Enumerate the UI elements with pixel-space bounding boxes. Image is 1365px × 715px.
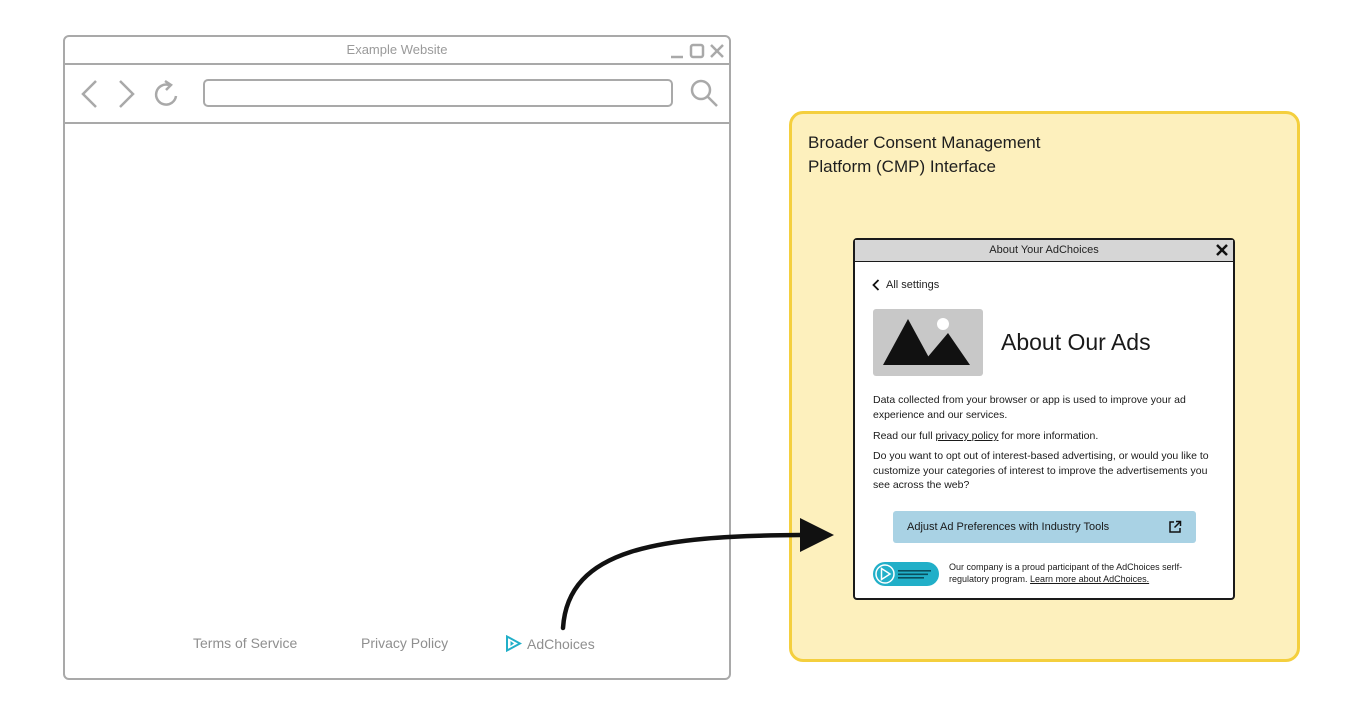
privacy-policy-link[interactable]: privacy policy bbox=[935, 430, 999, 442]
page-title: About Our Ads bbox=[1001, 329, 1151, 355]
data-collection-text: Data collected from your browser or app is used to improve your ad experience and our services. bbox=[873, 394, 1186, 421]
privacy-text-prefix: Read our full bbox=[873, 430, 936, 442]
adchoices-note-text: Our company is a proud participant of the AdChoices serlf-regulatory program. bbox=[949, 562, 1183, 584]
footer-terms-link[interactable]: Terms of Service bbox=[193, 635, 298, 651]
back-label: All settings bbox=[886, 279, 940, 291]
cmp-title: Broader Consent Management Platform (CMP) Interface bbox=[808, 133, 1041, 176]
adchoices-label: AdChoices bbox=[527, 635, 595, 652]
opt-out-question: Do you want to opt out of interest-based advertising, or would you like to customize your categories of interest to improve the advertisements you see across the web? bbox=[873, 450, 1209, 491]
modal-title: About Your AdChoices bbox=[989, 244, 1099, 256]
privacy-text-suffix: for more information. bbox=[998, 430, 1099, 442]
learn-more-adchoices-link[interactable]: Learn more about AdChoices. bbox=[1030, 574, 1150, 584]
cta-label: Adjust Ad Preferences with Industry Tools bbox=[907, 521, 1110, 533]
footer-privacy-link[interactable]: Privacy Policy bbox=[361, 635, 449, 651]
window-title: Example Website bbox=[346, 42, 448, 57]
